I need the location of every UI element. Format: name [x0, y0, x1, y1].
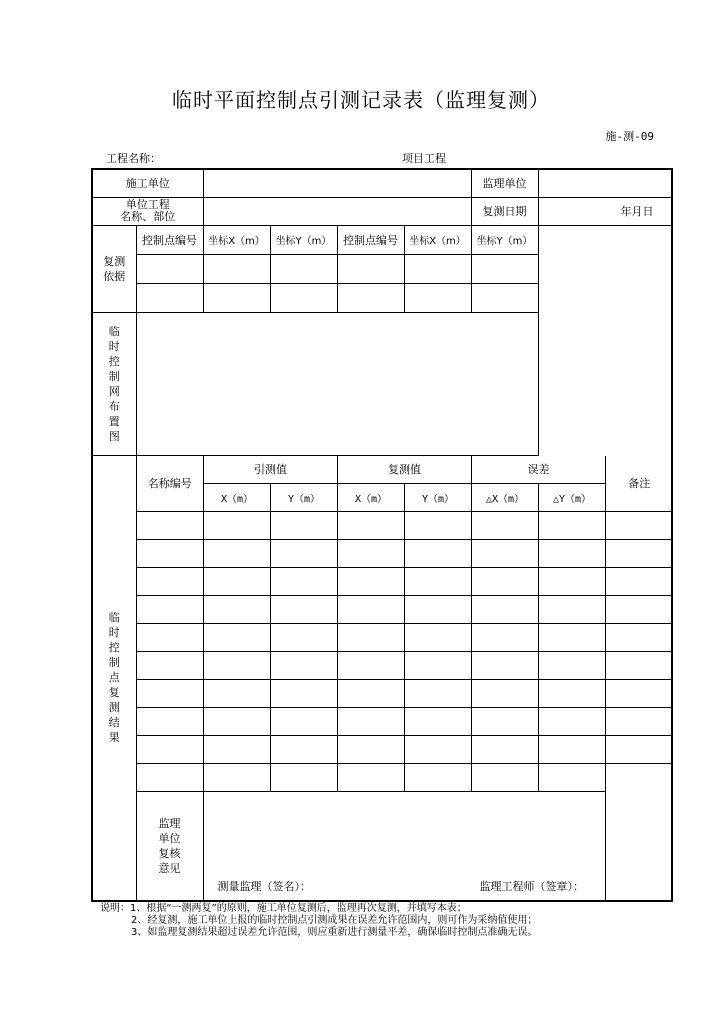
- results-data-row: [137, 596, 673, 624]
- basis-cell[interactable]: [203, 283, 270, 312]
- supervision-unit-label: 监理单位: [471, 169, 538, 197]
- cell[interactable]: [338, 512, 405, 540]
- note-line-2: 2、经复测，施工单位上报的临时控制点引测成果在误差允许范围内，则可作为采纳值使用；: [131, 915, 538, 926]
- cell[interactable]: [271, 680, 338, 708]
- cell[interactable]: [539, 512, 606, 540]
- cell[interactable]: [204, 680, 271, 708]
- cell[interactable]: [606, 624, 673, 652]
- cell[interactable]: [472, 708, 539, 736]
- results-data-row: [137, 736, 673, 764]
- date-month-label: 月: [631, 205, 643, 218]
- engineer-sign-label: 监理工程师（签章）：: [479, 879, 584, 893]
- header-row-2: [92, 197, 672, 225]
- cell[interactable]: [472, 736, 539, 764]
- cell[interactable]: [271, 652, 338, 680]
- cell[interactable]: [472, 652, 539, 680]
- cell[interactable]: [271, 736, 338, 764]
- results-header-row-1: [92, 455, 672, 791]
- form-code: 施-测-09: [605, 130, 654, 143]
- network-layout-row: [92, 312, 672, 455]
- recheck-x-col: X（m）: [338, 484, 405, 512]
- cell[interactable]: [405, 596, 472, 624]
- cell[interactable]: [606, 652, 673, 680]
- note-line-1: 说明：1、根据“一测两复”的原则，施工单位复测后，监理再次复测，并填写本表；: [100, 903, 467, 914]
- cell[interactable]: [405, 708, 472, 736]
- cell[interactable]: [137, 568, 204, 596]
- error-dx-col: △X（m）: [472, 484, 539, 512]
- opinion-side-label: 监理 单位 复核 意见: [136, 791, 203, 901]
- cell[interactable]: [405, 540, 472, 568]
- network-side-label: 临 时 控 制 网 布 置 图: [92, 312, 136, 455]
- cell[interactable]: [204, 512, 271, 540]
- basis-cell[interactable]: [404, 254, 471, 283]
- basis-header-row: [92, 225, 672, 254]
- recheck-date-label: 复测日期: [471, 197, 538, 225]
- cell[interactable]: [405, 680, 472, 708]
- opinion-row: [92, 791, 672, 901]
- cell[interactable]: [204, 624, 271, 652]
- results-data-row: [137, 568, 673, 596]
- basis-cell[interactable]: [337, 283, 404, 312]
- cell[interactable]: [204, 652, 271, 680]
- lead-x-col: X（m）: [204, 484, 271, 512]
- cell[interactable]: [405, 512, 472, 540]
- basis-col-y-2: 坐标Y（m）: [471, 225, 538, 254]
- cell[interactable]: [137, 736, 204, 764]
- cell[interactable]: [204, 736, 271, 764]
- cell[interactable]: [271, 624, 338, 652]
- construction-unit-label: 施工单位: [92, 169, 203, 197]
- results-data-row: [137, 708, 673, 736]
- cell[interactable]: [204, 540, 271, 568]
- results-name-col: 名称编号: [137, 456, 204, 512]
- results-recheck-group: 复测值: [338, 456, 472, 484]
- cell[interactable]: [137, 764, 204, 791]
- cell[interactable]: [405, 736, 472, 764]
- date-year-label: 年: [620, 205, 632, 218]
- results-side-label: 临 时 控 制 点 复 测 结 果: [92, 455, 136, 901]
- basis-cell[interactable]: [136, 283, 203, 312]
- basis-data-row: [92, 283, 672, 312]
- cell[interactable]: [338, 624, 405, 652]
- project-name-label: 工程名称：: [106, 152, 161, 165]
- cell[interactable]: [539, 708, 606, 736]
- basis-cell[interactable]: [136, 254, 203, 283]
- cell[interactable]: [137, 708, 204, 736]
- recheck-y-col: Y（m）: [405, 484, 472, 512]
- cell[interactable]: [271, 708, 338, 736]
- error-dy-col: △Y（m）: [539, 484, 606, 512]
- cell[interactable]: [338, 596, 405, 624]
- record-form-table: [91, 168, 673, 902]
- results-grid-container: [136, 455, 651, 791]
- cell[interactable]: [472, 596, 539, 624]
- cell[interactable]: [271, 568, 338, 596]
- cell[interactable]: [472, 568, 539, 596]
- cell[interactable]: [606, 512, 673, 540]
- basis-cell[interactable]: [471, 254, 538, 283]
- cell[interactable]: [137, 624, 204, 652]
- cell[interactable]: [606, 540, 673, 568]
- cell[interactable]: [338, 540, 405, 568]
- cell[interactable]: [271, 540, 338, 568]
- supervision-unit-field[interactable]: [538, 169, 672, 197]
- cell[interactable]: [271, 764, 338, 791]
- results-remarks-col: 备注: [606, 456, 673, 512]
- recheck-date-field[interactable]: [538, 197, 672, 225]
- project-item-label: 项目工程: [402, 152, 446, 165]
- cell[interactable]: [137, 680, 204, 708]
- lead-y-col: Y（m）: [271, 484, 338, 512]
- results-lead-group: 引测值: [204, 456, 338, 484]
- cell[interactable]: [472, 540, 539, 568]
- cell[interactable]: [405, 568, 472, 596]
- basis-data-row: [92, 254, 672, 283]
- basis-col-point-no-1: 控制点编号: [136, 225, 203, 254]
- cell[interactable]: [137, 512, 204, 540]
- date-day-label: 日: [642, 205, 654, 218]
- surveyor-sign-label: 测量监理（签名）：: [217, 879, 311, 893]
- cell[interactable]: [338, 708, 405, 736]
- cell[interactable]: [606, 708, 673, 736]
- cell[interactable]: [606, 568, 673, 596]
- note-line-3: 3、如监理复测结果超过误差允许范围，则应重新进行测量平差，确保临时控制点准确无误。: [131, 927, 538, 938]
- cell[interactable]: [539, 764, 606, 791]
- unit-project-label-line2: 名称、部位: [120, 210, 176, 223]
- cell[interactable]: [338, 736, 405, 764]
- notes: [100, 903, 537, 939]
- results-data-row: [137, 764, 673, 791]
- basis-cell[interactable]: [337, 254, 404, 283]
- basis-cell[interactable]: [471, 283, 538, 312]
- basis-cell[interactable]: [270, 254, 337, 283]
- cell[interactable]: [539, 568, 606, 596]
- cell[interactable]: [271, 596, 338, 624]
- cell[interactable]: [472, 624, 539, 652]
- cell[interactable]: [338, 680, 405, 708]
- cell[interactable]: [405, 652, 472, 680]
- cell[interactable]: [204, 568, 271, 596]
- basis-side-label: 复测 依据: [92, 225, 136, 312]
- cell[interactable]: [472, 764, 539, 791]
- cell[interactable]: [606, 596, 673, 624]
- results-data-row: [137, 652, 673, 680]
- cell[interactable]: [405, 764, 472, 791]
- cell[interactable]: [472, 680, 539, 708]
- unit-project-label-line1: 单位工程: [125, 198, 170, 211]
- construction-unit-field[interactable]: [203, 169, 471, 197]
- cell[interactable]: [539, 680, 606, 708]
- cell[interactable]: [137, 652, 204, 680]
- cell[interactable]: [271, 512, 338, 540]
- header-row-1: [92, 169, 672, 197]
- unit-project-label: [92, 197, 203, 225]
- basis-cell[interactable]: [404, 283, 471, 312]
- results-grid: [137, 456, 673, 791]
- results-data-row: [137, 680, 673, 708]
- cell[interactable]: [204, 596, 271, 624]
- results-error-group: 误差: [472, 456, 606, 484]
- cell[interactable]: [472, 512, 539, 540]
- cell[interactable]: [539, 736, 606, 764]
- cell[interactable]: [606, 680, 673, 708]
- basis-col-y-1: 坐标Y（m）: [270, 225, 337, 254]
- results-data-row: [137, 540, 673, 568]
- cell[interactable]: [137, 540, 204, 568]
- cell[interactable]: [539, 652, 606, 680]
- cell[interactable]: [338, 568, 405, 596]
- cell[interactable]: [338, 764, 405, 791]
- results-data-row: [137, 512, 673, 540]
- cell[interactable]: [539, 540, 606, 568]
- cell[interactable]: [606, 764, 673, 791]
- basis-col-point-no-2: 控制点编号: [337, 225, 404, 254]
- basis-col-x-1: 坐标X（m）: [203, 225, 270, 254]
- cell[interactable]: [204, 764, 271, 791]
- cell[interactable]: [204, 708, 271, 736]
- cell[interactable]: [338, 652, 405, 680]
- opinion-field[interactable]: [203, 791, 605, 901]
- basis-cell[interactable]: [270, 283, 337, 312]
- basis-cell[interactable]: [203, 254, 270, 283]
- cell[interactable]: [137, 596, 204, 624]
- cell[interactable]: [539, 624, 606, 652]
- cell[interactable]: [405, 624, 472, 652]
- cell[interactable]: [606, 736, 673, 764]
- unit-project-field[interactable]: [203, 197, 471, 225]
- cell[interactable]: [539, 596, 606, 624]
- network-layout-drawing-area[interactable]: [136, 312, 538, 455]
- basis-col-x-2: 坐标X（m）: [404, 225, 471, 254]
- results-data-row: [137, 624, 673, 652]
- page-title: 临时平面控制点引测记录表（监理复测）: [172, 88, 550, 112]
